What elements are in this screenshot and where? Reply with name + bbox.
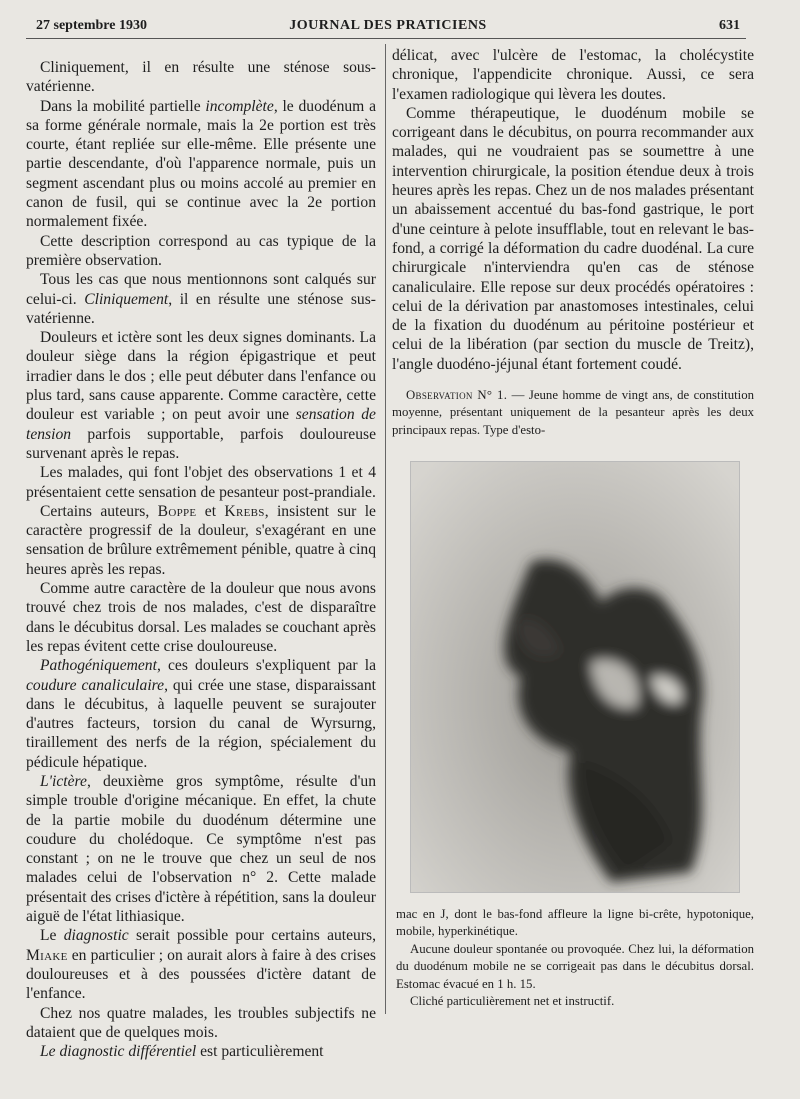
paragraph: Comme thérapeutique, le duodénum mobile se corrigeant dans le décubitus, on pourra recommander aux malades, qui ne voudraient pas se soumettre à une intervention chirurgicale, la position étendue deux à trois heures après les repas. Chez un de nos malades présentant un abaissement accentué du bas-fond gastrique, le port d'une ceinture à pelote insufflable, tout en relevant le bas-fond, a corrigé la déformation du cadre duodénal. La cure chirurgicale n'interviendra qu'en cas de sténose canaliculaire. Elle repose sur deux procédés opératoires : celui de la dérivation par anastomoses intestinales, celui de la fixation du duodénum au péritoine postérieur et celui de la libération (par section du muscle de Treitz), l'angle duodéno-jéjunal étant fortement coudé. <box>392 104 754 373</box>
paragraph: Douleurs et ictère sont les deux signes dominants. La douleur siège dans la région épigastrique et peut irradier dans le dos ; elle peut débuter dans l'enfance ou plus tard, sans cause apparente. Comme caractère, cette douleur est variable ; on peut avoir une sensation de tension parfois supportable, parfois douloureuse survenant après le repas. <box>26 329 376 462</box>
running-header <box>36 14 740 40</box>
paragraph: Cliniquement, il en résulte une sténose sous-vatérienne. <box>26 59 376 96</box>
paragraph: Dans la mobilité partielle incomplète, le duodénum a sa forme générale normale, mais la 2e portion est très courte, étant repliée sur elle-même. Elle présente une partie descendante, d'où l'apparence normale, puis un segment ascendant plus ou moins accolé au premier en canon de fusil, qui se continue avec la 2e portion normalement fixée. <box>26 97 376 231</box>
header-journal-title: JOURNAL DES PRATICIENS <box>289 18 487 33</box>
paragraph: Cette description correspond au cas typique de la première observation. <box>26 232 376 269</box>
paragraph: Pathogéniquement, ces douleurs s'expliquent par la coudure canaliculaire, qui crée une stase, disparaissant dans le décubitus, à laquelle peuvent se surajouter d'autres facteurs, torsion du canal de Wyrsurng, tiraillement des nerfs de la région, spécialement du pédicule hépatique. <box>26 657 376 771</box>
paragraph: Le diagnostic différentiel est particulièrement <box>40 1043 324 1061</box>
paragraph: Tous les cas que nous mentionnons sont calqués sur celui-ci. Cliniquement, il en résulte une sténose sus-vatérienne. <box>26 271 376 327</box>
observation-paragraph: Observation N° 1. — Jeune homme de vingt ans, de constitution moyenne, présentant uniquement de la pesanteur après les deux principaux repas. Type d'esto- <box>392 388 754 437</box>
observation-title: Observation N° 1. <box>406 388 508 403</box>
paragraph: Chez nos quatre malades, les troubles subjectifs ne dataient que de quelques mois. <box>26 1004 376 1041</box>
right-column <box>392 46 754 439</box>
left-column <box>26 58 376 1061</box>
caption-line: Aucune douleur spontanée ou provoquée. Chez lui, la déformation du duodénum mobile ne se corrigeait pas dans le décubitus dorsal. Estomac évacué en 1 h. 15. <box>396 941 754 991</box>
paragraph: Certains auteurs, Boppe et Krebs, insistent sur le caractère progressif de la douleur, s'exagérant en une sensation de brûlure extrêmement pénible, quatre à cinq heures après les repas. <box>26 502 376 578</box>
header-date: 27 septembre 1930 <box>36 18 147 33</box>
column-divider <box>385 44 386 1014</box>
figure-caption <box>396 906 754 1010</box>
paragraph: Le diagnostic serait possible pour certains auteurs, Miake en particulier ; on aurait alors à faire à des crises douloureuses et à des poussées d'ictère datant de l'enfance. <box>26 927 376 1003</box>
caption-line: mac en J, dont le bas-fond affleure la ligne bi-crête, hypotonique, mobile, hyperkinétique. <box>396 907 754 939</box>
paragraph: délicat, avec l'ulcère de l'estomac, la cholécystite chronique, l'appendicite chronique. Aussi, ce sera l'examen radiologique qui lèvera les doutes. <box>392 47 754 103</box>
caption-line: Cliché particulièrement net et instructif. <box>410 994 615 1009</box>
paragraph: L'ictère, deuxième gros symptôme, résulte d'un simple trouble d'origine mécanique. En effet, la chute de la partie mobile du duodénum détermine une coudure du cholédoque. Ce symptôme n'est pas constant ; on ne le trouve que chez un seul de nos malades celui de l'observation n° 2. Cette malade présentait des crises d'ictère à répétition, sans la douleur aiguë de l'état lithiasique. <box>26 772 376 926</box>
paragraph: Comme autre caractère de la douleur que nous avons trouvé chez trois de nos malades, c'est de disparaître dans le décubitus dorsal. Les malades se couchant après les repas évitent cette crise douloureuse. <box>26 580 376 655</box>
radiograph-drawing <box>411 462 739 892</box>
paragraph: Les malades, qui font l'objet des observations 1 et 4 présentaient cette sensation de pesanteur post-prandiale. <box>26 464 376 501</box>
header-rule <box>26 38 746 39</box>
radiograph-image <box>410 461 740 893</box>
header-page-number: 631 <box>719 18 740 33</box>
